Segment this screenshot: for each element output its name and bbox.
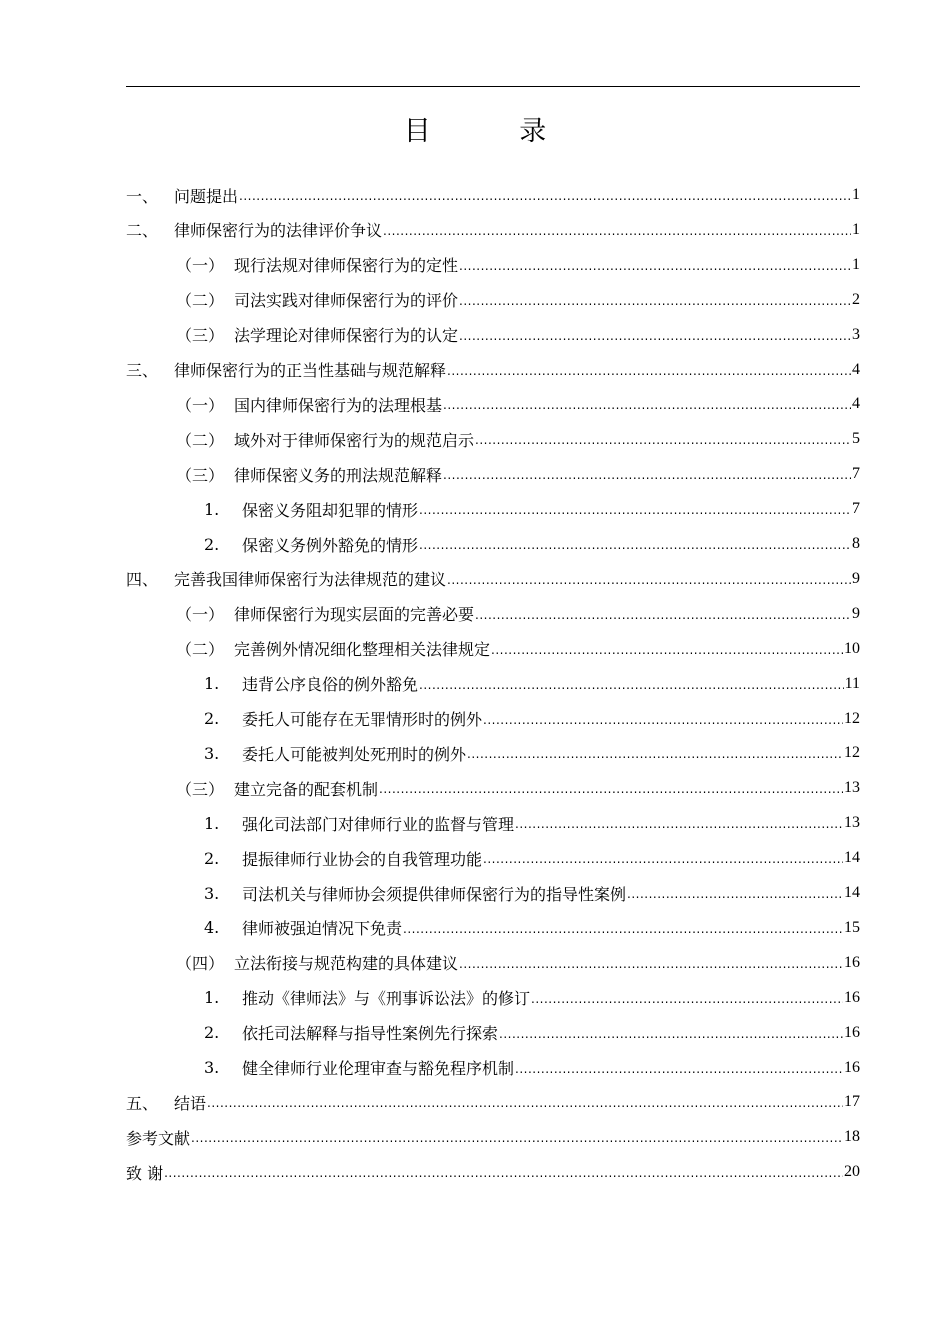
toc-entry[interactable] [204, 702, 860, 736]
toc-entry-page-number: 16 [844, 988, 860, 1006]
toc-dot-leader [459, 256, 851, 274]
toc-entry[interactable] [204, 527, 860, 561]
toc-dot-leader [191, 1128, 843, 1146]
toc-entry-number: 2. [204, 1023, 220, 1043]
toc-entry[interactable] [204, 981, 860, 1015]
toc-entry-number: 3. [204, 743, 220, 763]
toc-entry-label: 违背公序良俗的例外豁免 [242, 675, 419, 695]
toc-entry-number: 3. [204, 1058, 220, 1077]
toc-entry-label: 强化司法部门对律师行业的监督与管理 [242, 814, 515, 834]
toc-entry-page-number: 5 [852, 430, 860, 448]
toc-entry-page-number: 4 [852, 360, 860, 378]
toc-entry-page-number: 14 [844, 849, 860, 867]
toc-entry-label: 律师保密行为的法律评价争议 [174, 221, 383, 241]
toc-entry[interactable] [176, 771, 860, 805]
toc-entry[interactable] [126, 562, 860, 596]
toc-entry-label: 问题提出 [174, 186, 239, 206]
toc-entry-number: 4. [204, 918, 220, 938]
toc-entry-label: 现行法规对律师保密行为的定性 [234, 256, 459, 276]
toc-entry-label: 参考文献 [126, 1128, 191, 1148]
toc-dot-leader [164, 1163, 843, 1181]
toc-entry-label: 律师保密行为的正当性基础与规范解释 [174, 361, 447, 380]
toc-entry-label: 保密义务例外豁免的情形 [242, 535, 419, 555]
toc-dot-leader [483, 849, 843, 867]
toc-entry-page-number: 8 [852, 535, 860, 552]
toc-entry-label: 致 谢 [126, 1163, 164, 1183]
toc-entry-number: 三、 [126, 361, 159, 380]
toc-entry-number: 二、 [126, 221, 159, 241]
toc-entry[interactable] [126, 1085, 860, 1119]
toc-entry-number: （二） [176, 291, 225, 311]
toc-entry[interactable] [126, 213, 860, 247]
toc-entry-label: 保密义务阻却犯罪的情形 [242, 500, 419, 520]
toc-entry[interactable] [176, 422, 860, 456]
toc-entry-label: 律师被强迫情况下免责 [242, 919, 403, 939]
toc-dot-leader [207, 1093, 843, 1111]
toc-dot-leader [499, 1024, 843, 1042]
toc-dot-leader [447, 570, 851, 588]
toc-entry-label: 完善我国律师保密行为法律规范的建议 [174, 570, 447, 590]
toc-entry-number: 2. [204, 534, 220, 554]
toc-dot-leader [475, 430, 851, 448]
toc-entry-page-number: 7 [852, 500, 860, 518]
toc-dot-leader [447, 361, 851, 379]
toc-dot-leader [475, 605, 851, 623]
toc-entry-label: 依托司法解释与指导性案例先行探索 [242, 1024, 499, 1044]
toc-entry-page-number: 16 [844, 1058, 860, 1076]
toc-entry-number: （四） [176, 954, 225, 974]
toc-entry-number: 2. [204, 709, 220, 728]
toc-entry-label: 立法衔接与规范构建的具体建议 [234, 954, 459, 974]
toc-entry-page-number: 1 [852, 255, 860, 273]
toc-entry-page-number: 9 [852, 604, 860, 622]
toc-dot-leader [627, 884, 843, 902]
toc-dot-leader [515, 814, 843, 832]
toc-entry[interactable] [176, 387, 860, 421]
toc-dot-leader [491, 640, 843, 658]
toc-dot-leader [403, 919, 843, 937]
toc-entry-number: 1. [204, 499, 220, 519]
toc-entry-page-number: 15 [844, 918, 860, 936]
toc-dot-leader [459, 326, 851, 344]
toc-entry-page-number: 13 [844, 779, 860, 797]
toc-entry-page-number: 11 [844, 674, 860, 692]
toc-dot-leader [419, 500, 851, 518]
toc-dot-leader [419, 535, 851, 553]
toc-entry-page-number: 16 [844, 953, 860, 971]
toc-entry-page-number: 14 [844, 884, 860, 901]
toc-dot-leader [483, 710, 843, 728]
toc-entry-page-number: 1 [852, 220, 860, 238]
toc-entry-label: 提振律师行业协会的自我管理功能 [242, 849, 483, 869]
toc-entry-page-number: 13 [844, 814, 860, 832]
toc-dot-leader [419, 675, 844, 693]
toc-dot-leader [459, 954, 843, 972]
toc-entry-label: 推动《律师法》与《刑事诉讼法》的修订 [242, 989, 531, 1009]
toc-dot-leader [379, 779, 843, 797]
toc-entry-number: 1. [204, 674, 220, 694]
toc-entry[interactable] [176, 248, 860, 282]
toc-entry[interactable] [176, 457, 860, 491]
toc-entry-number: （一） [176, 605, 225, 625]
toc-entry-label: 国内律师保密行为的法理根基 [234, 395, 443, 415]
toc-entry-label: 结语 [174, 1093, 207, 1113]
toc-entry-label: 司法实践对律师保密行为的评价 [234, 291, 459, 311]
toc-entry[interactable] [176, 946, 860, 980]
toc-dot-leader [467, 744, 843, 762]
toc-entry[interactable] [126, 1120, 860, 1154]
toc-entry-label: 健全律师行业伦理审查与豁免程序机制 [242, 1059, 515, 1078]
toc-entry-number: 一、 [126, 186, 159, 206]
toc-entry-number: 1. [204, 813, 220, 833]
toc-entry[interactable] [204, 492, 860, 526]
toc-entry-page-number: 12 [844, 744, 860, 762]
toc-entry-page-number: 20 [844, 1163, 860, 1181]
page-title: 目 录 [403, 116, 587, 147]
toc-entry-number: 1. [204, 988, 220, 1008]
toc-entry-page-number: 9 [852, 569, 860, 587]
toc-entry[interactable] [204, 667, 860, 701]
toc-entry-number: 四、 [126, 570, 159, 590]
header-rule [126, 86, 860, 87]
toc-entry-page-number: 17 [844, 1093, 860, 1111]
toc-entry-number: （二） [176, 640, 225, 660]
toc-entry-number: （三） [176, 326, 225, 346]
toc-entry[interactable] [204, 736, 860, 770]
toc-entry-number: 3. [204, 883, 220, 903]
toc-entry-number: （三） [176, 465, 225, 485]
toc-dot-leader [515, 1059, 843, 1077]
toc-entry[interactable] [126, 353, 860, 387]
toc-entry[interactable] [176, 597, 860, 631]
toc-dot-leader [239, 186, 851, 204]
toc-entry[interactable] [204, 876, 860, 910]
toc-entry-number: （一） [176, 395, 225, 415]
toc-entry-label: 法学理论对律师保密行为的认定 [234, 326, 459, 346]
toc-entry[interactable] [176, 318, 860, 352]
toc-entry-page-number: 16 [844, 1023, 860, 1041]
toc-entry-label: 委托人可能被判处死刑时的例外 [242, 744, 467, 764]
toc-entry-number: （二） [176, 430, 225, 450]
toc-dot-leader [383, 221, 851, 239]
toc-entry[interactable] [204, 1051, 860, 1085]
toc-entry[interactable] [204, 806, 860, 840]
toc-entry[interactable] [126, 1155, 860, 1189]
toc-dot-leader [459, 291, 851, 309]
toc-entry[interactable] [176, 283, 860, 317]
toc-entry-page-number: 18 [844, 1128, 860, 1146]
toc-entry-label: 建立完备的配套机制 [234, 779, 379, 799]
toc-entry[interactable] [176, 632, 860, 666]
toc-entry-number: 五、 [126, 1093, 159, 1113]
toc-dot-leader [443, 395, 851, 413]
toc-dot-leader [443, 465, 851, 483]
toc-entry-page-number: 2 [852, 290, 860, 308]
toc-entry-page-number: 7 [852, 465, 860, 483]
toc-entry-label: 律师保密行为现实层面的完善必要 [234, 605, 475, 625]
toc-entry[interactable] [126, 178, 860, 212]
toc-entry[interactable] [204, 911, 860, 945]
toc-entry[interactable] [204, 1016, 860, 1050]
toc-entry-page-number: 12 [844, 709, 860, 727]
toc-entry-number: （一） [176, 256, 225, 276]
toc-entry-label: 域外对于律师保密行为的规范启示 [234, 430, 475, 450]
toc-dot-leader [531, 989, 843, 1007]
toc-entry-page-number: 1 [852, 186, 860, 203]
toc-entry-page-number: 10 [844, 639, 860, 657]
toc-entry-page-number: 4 [852, 395, 860, 413]
toc-entry-page-number: 3 [852, 325, 860, 343]
toc-entry[interactable] [204, 841, 860, 875]
toc-entry-label: 律师保密义务的刑法规范解释 [234, 465, 443, 485]
toc-entry-label: 完善例外情况细化整理相关法律规定 [234, 640, 491, 660]
toc-entry-number: （三） [176, 779, 225, 799]
toc-entry-number: 2. [204, 848, 220, 868]
toc-entry-label: 司法机关与律师协会须提供律师保密行为的指导性案例 [242, 884, 627, 904]
toc-entry-label: 委托人可能存在无罪情形时的例外 [242, 710, 483, 729]
